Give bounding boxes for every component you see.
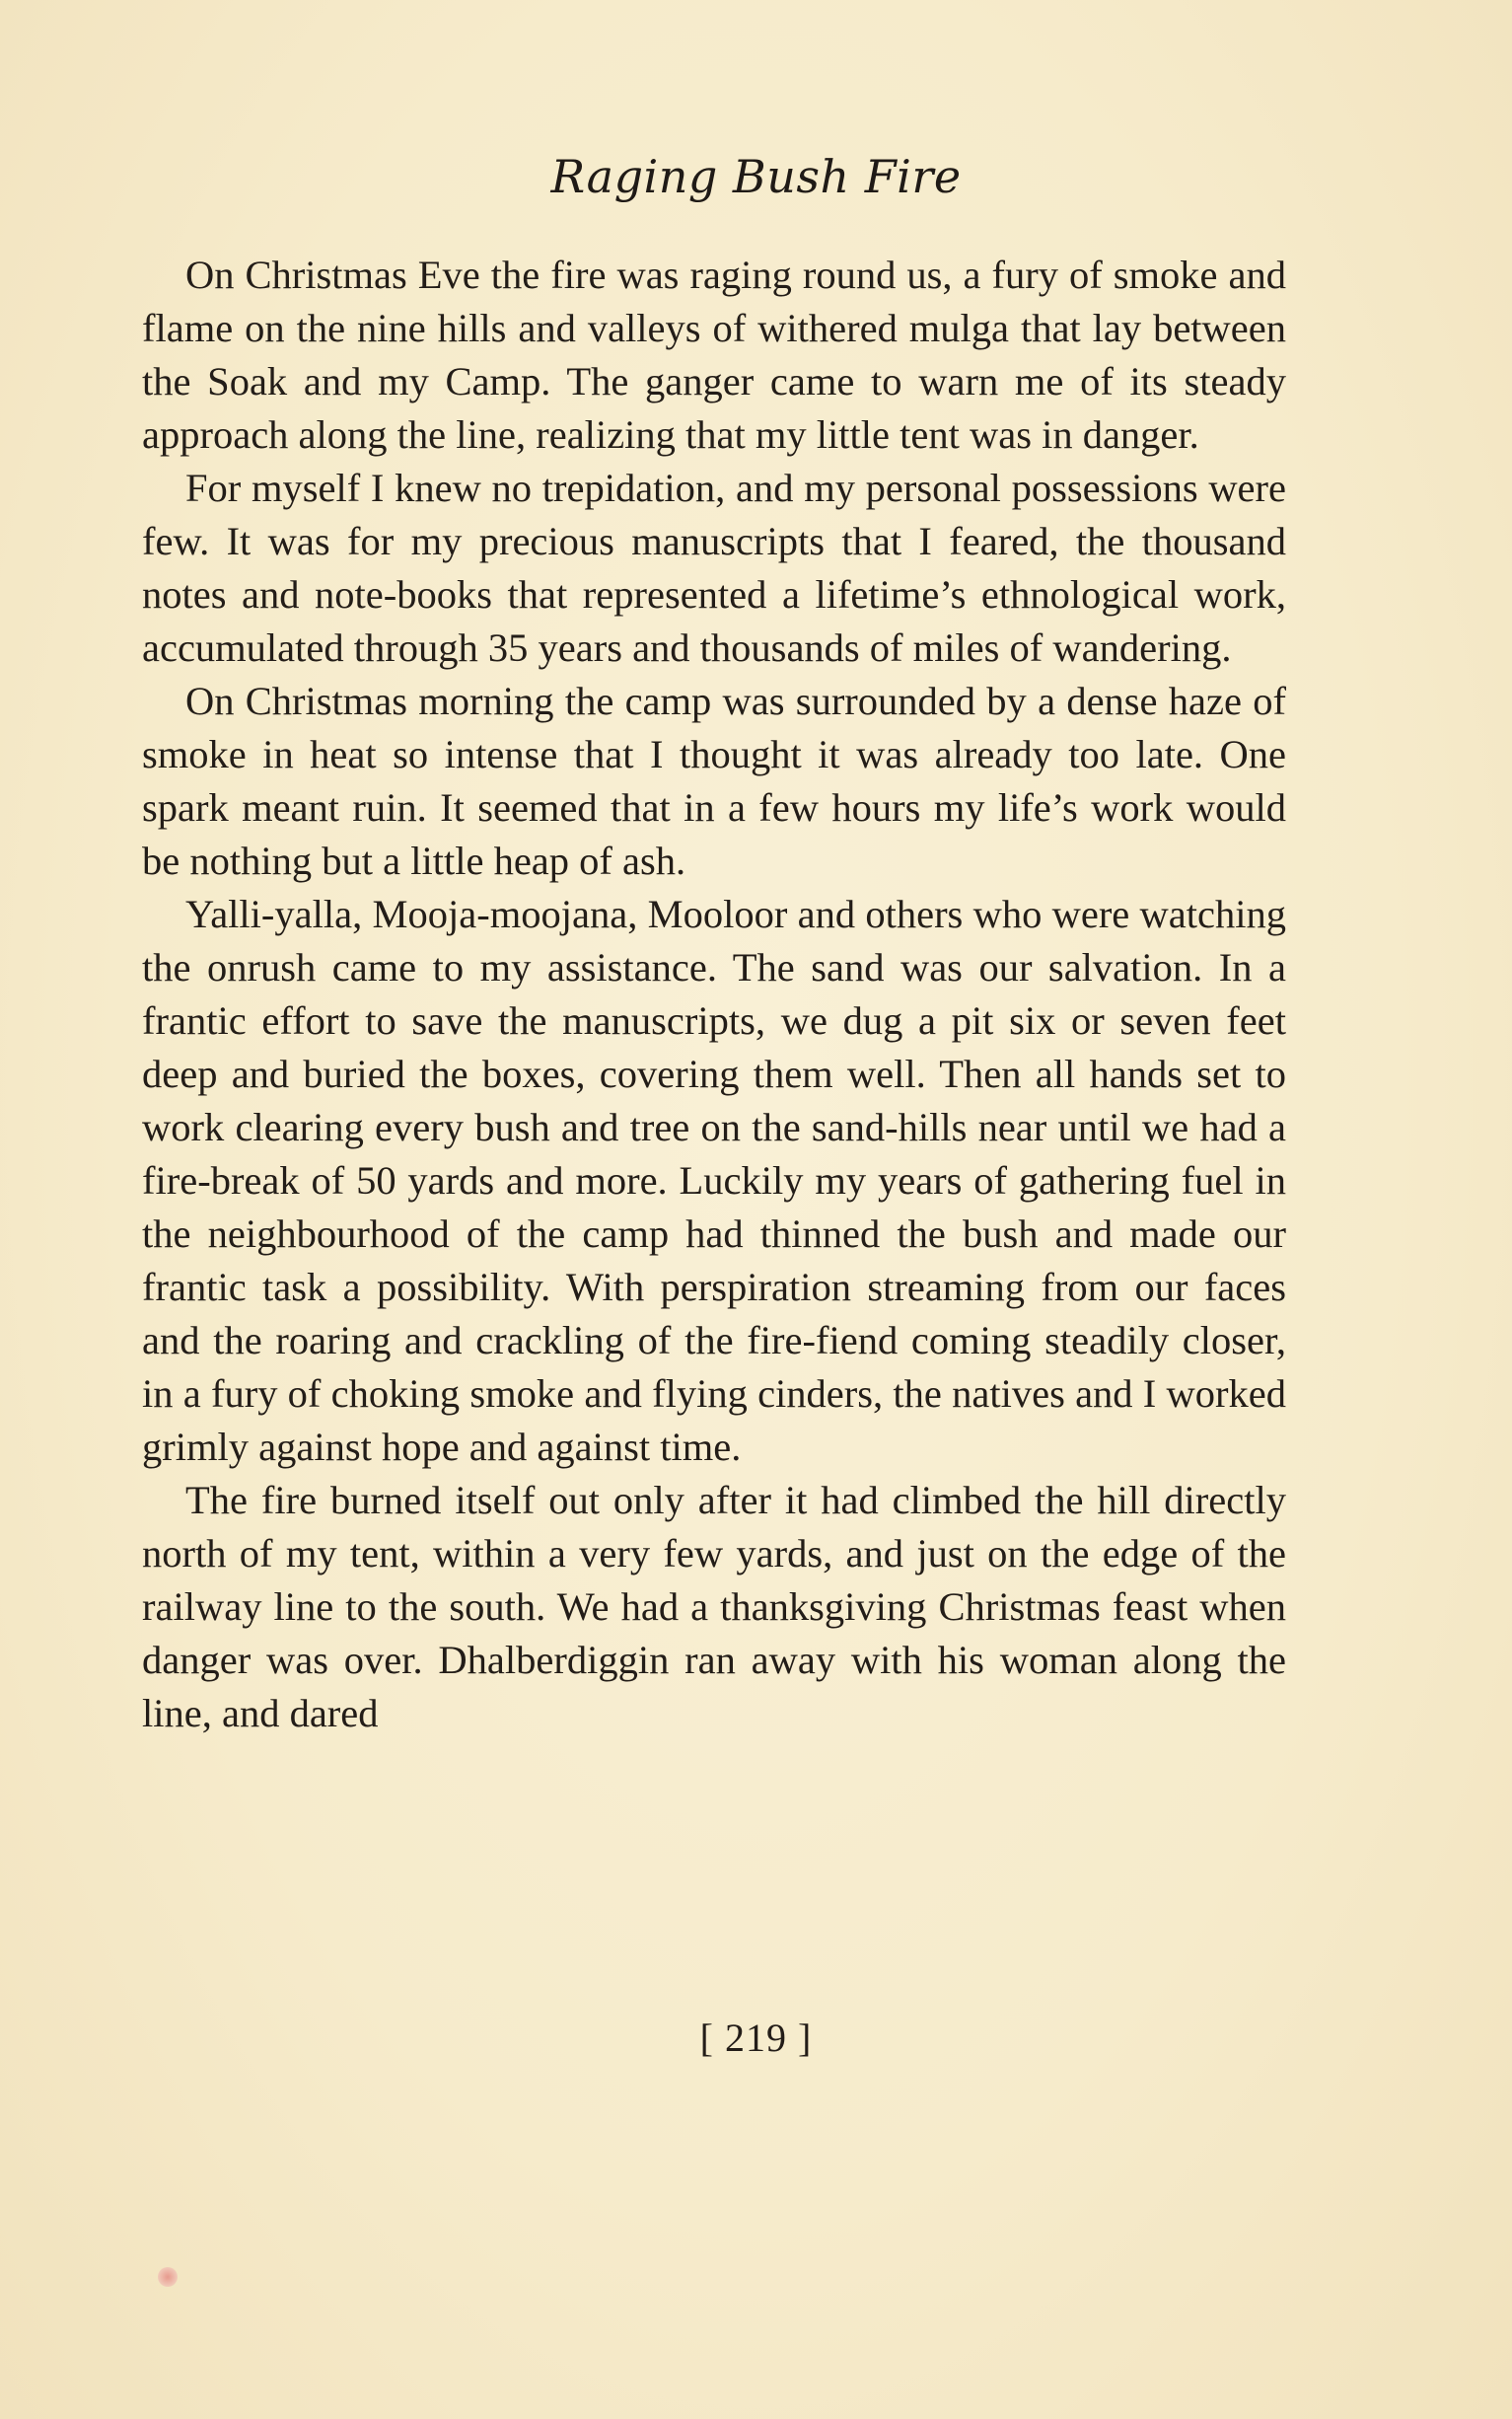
running-head: Raging Bush Fire xyxy=(550,150,962,203)
paragraph: Yalli-yalla, Mooja-moojana, Mooloor and others who were watching the onrush came to my assistance. The sand was our salvation. In a frantic effort to save the manuscripts, we dug a pit six or seven feet deep and buried the boxes, covering them well. Then all hands set to work clearing every bush and tree on the sand-hills near until we had a fire-break of 50 yards and more. Luckily my years of gathering fuel in the neighbourhood of the camp had thinned the bush and made our frantic task a possibility. With perspiration streaming from our faces and the roaring and crackling of the fire-fiend coming steadily closer, in a fury of choking smoke and flying cinders, the natives and I worked grimly against hope and against time. xyxy=(142,892,1286,1469)
paragraph: On Christmas morning the camp was surrounded by a dense haze of smoke in heat so intense that I thought it was already too late. One spark meant ruin. It seemed that in a few hours my life’s work would be nothing but a little heap of ash. xyxy=(142,679,1286,883)
body-text xyxy=(142,249,1286,1740)
paper-speck xyxy=(158,2267,178,2287)
paragraph: On Christmas Eve the fire was raging round us, a fury of smoke and flame on the nine hills and valleys of withered mulga that lay between the Soak and my Camp. The ganger came to warn me of its steady approach along the line, realizing that my little tent was in danger. xyxy=(142,253,1286,457)
paragraph: The fire burned itself out only after it had climbed the hill directly north of my tent, within a very few yards, and just on the edge of the railway line to the south. We had a thanksgiving Christmas feast when danger was over. Dhalberdiggin ran away with his woman along the line, and dared xyxy=(142,1478,1286,1735)
page-number: [ 219 ] xyxy=(699,2016,813,2060)
paragraph: For myself I knew no trepidation, and my personal possessions were few. It was for my precious manuscripts that I feared, the thousand notes and note-books that represented a lifetime’s ethnological work, accumulated through 35 years and thousands of miles of wandering. xyxy=(142,466,1286,670)
